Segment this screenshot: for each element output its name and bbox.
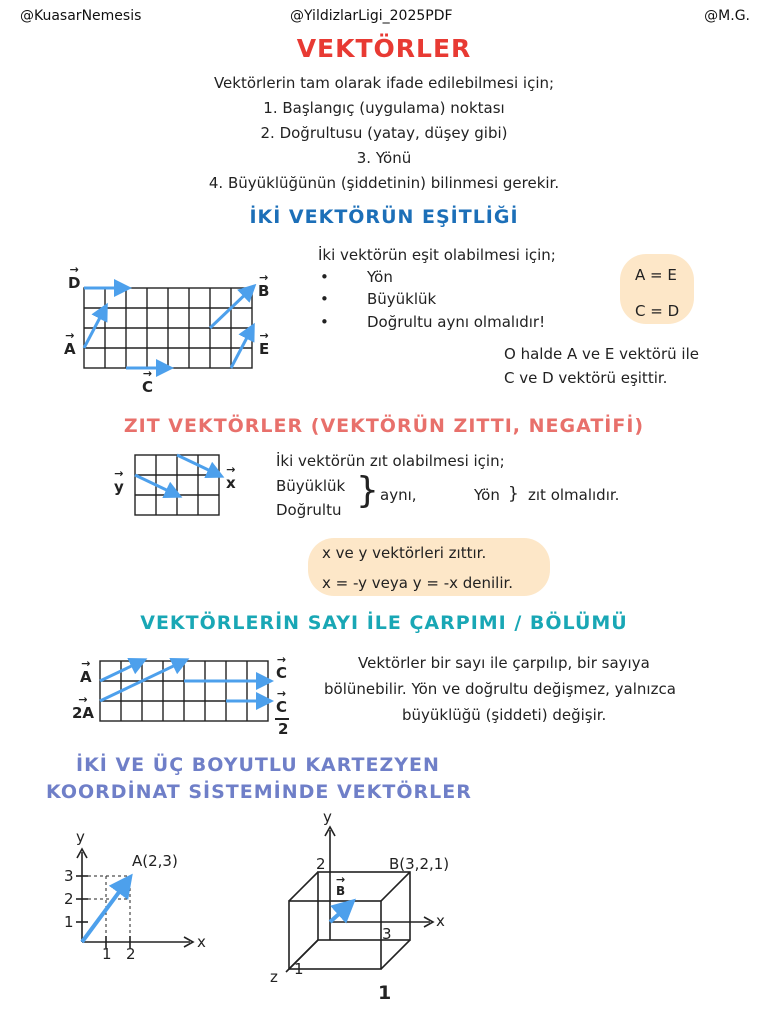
plot2d-x-label: x — [197, 933, 206, 951]
plot2d-ytick-3: 3 — [64, 867, 74, 885]
scalar-text-2: bölünebilir. Yön ve doğrultu değişmez, yalnızca — [324, 680, 676, 698]
label-b: → B — [258, 282, 269, 300]
opposite-note-1: x ve y vektörleri zıttır. — [322, 544, 487, 562]
vector-e — [231, 328, 252, 368]
opposite-ayni: aynı, — [380, 486, 417, 504]
vector-a-2d — [82, 880, 128, 942]
label-2a: → 2A — [72, 704, 94, 722]
vector-x — [177, 455, 219, 475]
vector-a-scalar — [100, 661, 142, 681]
label-e: → E — [259, 340, 269, 358]
header-left: @KuasarNemesis — [20, 8, 142, 24]
opposite-note-2: x = -y veya y = -x denilir. — [322, 574, 514, 592]
opposite-zit: zıt olmalıdır. — [528, 486, 620, 504]
plot3d-x-label: x — [436, 912, 445, 930]
plot2d-ytick-2: 2 — [64, 890, 74, 908]
label-y: → y — [114, 478, 124, 496]
opposite-yon: Yön — [474, 486, 500, 504]
brace-small-icon: } — [508, 484, 519, 504]
label-c-half-num: → C — [276, 698, 287, 716]
vector-b-3d — [330, 904, 350, 922]
equality-conclusion-2: C ve D vektörü eşittir. — [504, 369, 668, 387]
cartesian-heading-1: İKİ VE ÜÇ BOYUTLU KARTEZYEN — [76, 754, 440, 776]
plot3d-y-label: y — [323, 808, 332, 826]
intro-item-1: 1. Başlangıç (uygulama) noktası — [263, 99, 505, 117]
plot3d-tick-1: 1 — [294, 960, 304, 978]
equality-bullet-3: • Doğrultu aynı olmalıdır! — [320, 313, 546, 331]
intro-item-4: 4. Büyüklüğünün (şiddetinin) bilinmesi gerekir. — [208, 174, 560, 192]
label-c: → C — [142, 378, 153, 396]
brace-icon: } — [356, 470, 379, 511]
cartesian-heading-2: KOORDİNAT SİSTEMİNDE VEKTÖRLER — [46, 781, 472, 803]
plot2d-point: A(2,3) — [132, 852, 178, 870]
vector-b — [210, 288, 252, 328]
equality-conclusion-1: O halde A ve E vektörü ile — [504, 345, 699, 363]
vector-a — [84, 308, 105, 348]
opposite-dogrultu: Doğrultu — [276, 501, 342, 519]
scalar-text-1: Vektörler bir sayı ile çarpılıp, bir sayıya — [358, 654, 650, 672]
equality-bullet-1: • Yön — [320, 268, 393, 286]
vector-y — [135, 475, 177, 495]
label-c-scalar: → C — [276, 664, 287, 682]
opposite-lead: İki vektörün zıt olabilmesi için; — [276, 452, 505, 470]
plot2d-xtick-2: 2 — [126, 945, 136, 963]
header-center: @YildizlarLigi_2025PDF — [290, 8, 453, 24]
plot2d-xtick-1: 1 — [102, 945, 112, 963]
plot3d-tick-3: 3 — [382, 925, 392, 943]
opposite-buyukluk: Büyüklük — [276, 477, 346, 495]
label-c-half-den: 2 — [278, 720, 289, 738]
label-a: → A — [64, 340, 76, 358]
vector-2a — [100, 661, 184, 701]
plot3d-tick-2: 2 — [316, 855, 326, 873]
header-right: @M.G. — [704, 8, 750, 24]
equality-bullet-2: • Büyüklük — [320, 290, 437, 308]
equality-lead: İki vektörün eşit olabilmesi için; — [318, 246, 556, 264]
scalar-heading: VEKTÖRLERİN SAYI İLE ÇARPIMI / BÖLÜMÜ — [140, 612, 628, 634]
equality-heading: İKİ VEKTÖRÜN EŞİTLİĞİ — [249, 206, 519, 228]
label-x: → x — [226, 474, 236, 492]
page-title: VEKTÖRLER — [296, 34, 472, 63]
equation-c-d: C = D — [635, 302, 680, 320]
intro-item-3: 3. Yönü — [356, 149, 412, 167]
equation-a-e: A = E — [635, 266, 677, 284]
label-d: → D — [68, 274, 80, 292]
label-a-scalar: → A — [80, 668, 92, 686]
label-b-3d: → B — [336, 884, 345, 898]
intro-lead: Vektörlerin tam olarak ifade edilebilmesi için; — [213, 74, 555, 92]
plot3d-point: B(3,2,1) — [389, 855, 450, 873]
page-number: 1 — [378, 982, 392, 1004]
scalar-text-3: büyüklüğü (şiddeti) değişir. — [402, 706, 607, 724]
intro-item-2: 2. Doğrultusu (yatay, düşey gibi) — [260, 124, 508, 142]
plot2d-ytick-1: 1 — [64, 913, 74, 931]
plot3d-z-label: z — [270, 968, 278, 986]
plot2d-y-label: y — [76, 828, 85, 846]
opposite-heading: ZIT VEKTÖRLER (VEKTÖRÜN ZITTI, NEGATİFİ) — [123, 415, 645, 437]
